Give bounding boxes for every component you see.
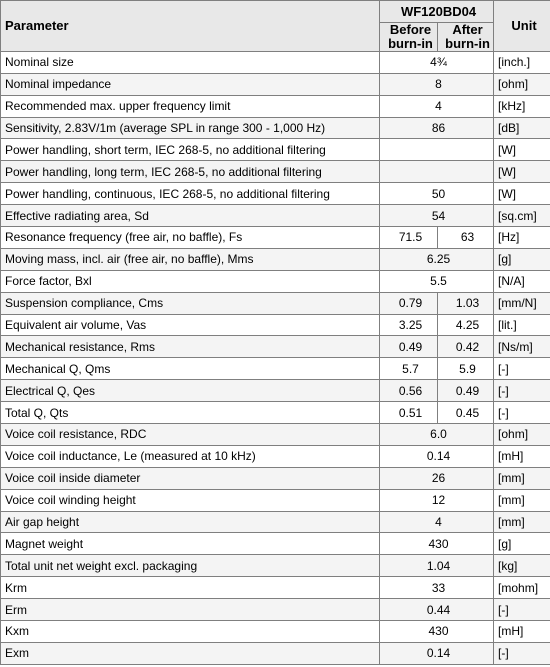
parameter-cell: Voice coil resistance, RDC bbox=[1, 424, 380, 446]
table-row bbox=[1, 314, 550, 336]
table-row bbox=[1, 270, 550, 292]
unit-cell: [mm/N] bbox=[494, 292, 550, 314]
value-cell: 430 bbox=[380, 621, 494, 643]
unit-cell: [mH] bbox=[494, 621, 550, 643]
unit-cell: [mm] bbox=[494, 467, 550, 489]
table-row bbox=[1, 467, 550, 489]
parameter-cell: Erm bbox=[1, 599, 380, 621]
value-cell: 0.14 bbox=[380, 445, 494, 467]
after-burn-in-value: 0.42 bbox=[438, 336, 494, 358]
parameter-cell: Total Q, Qts bbox=[1, 402, 380, 424]
value-cell: 86 bbox=[380, 117, 494, 139]
table-row bbox=[1, 292, 550, 314]
table-row bbox=[1, 51, 550, 73]
parameter-cell: Moving mass, incl. air (free air, no baffle), Mms bbox=[1, 248, 380, 270]
parameter-cell: Total unit net weight excl. packaging bbox=[1, 555, 380, 577]
parameter-cell: Krm bbox=[1, 577, 380, 599]
unit-cell: [mm] bbox=[494, 511, 550, 533]
before-line2: burn-in bbox=[388, 35, 433, 51]
table-row bbox=[1, 424, 550, 446]
table-row bbox=[1, 73, 550, 95]
table-row bbox=[1, 402, 550, 424]
unit-cell: [mm] bbox=[494, 489, 550, 511]
parameter-cell: Voice coil winding height bbox=[1, 489, 380, 511]
table-row bbox=[1, 358, 550, 380]
parameter-cell: Nominal impedance bbox=[1, 73, 380, 95]
unit-cell: [kg] bbox=[494, 555, 550, 577]
unit-header: Unit bbox=[494, 1, 550, 52]
parameter-header: Parameter bbox=[1, 1, 380, 52]
after-burn-in-value: 0.45 bbox=[438, 402, 494, 424]
unit-cell: [W] bbox=[494, 161, 550, 183]
parameter-cell: Power handling, long term, IEC 268-5, no additional filtering bbox=[1, 161, 380, 183]
unit-cell: [ohm] bbox=[494, 424, 550, 446]
spec-body bbox=[1, 51, 550, 664]
unit-cell: [W] bbox=[494, 139, 550, 161]
value-cell: 430 bbox=[380, 533, 494, 555]
table-row bbox=[1, 227, 550, 249]
unit-cell: [W] bbox=[494, 183, 550, 205]
unit-cell: [-] bbox=[494, 599, 550, 621]
value-cell: 4 bbox=[380, 95, 494, 117]
table-row bbox=[1, 336, 550, 358]
before-burn-in-value: 0.56 bbox=[380, 380, 438, 402]
parameter-cell: Power handling, continuous, IEC 268-5, no additional filtering bbox=[1, 183, 380, 205]
value-cell: 5.5 bbox=[380, 270, 494, 292]
value-cell bbox=[380, 161, 494, 183]
value-cell: 4 bbox=[380, 511, 494, 533]
parameter-cell: Recommended max. upper frequency limit bbox=[1, 95, 380, 117]
table-row bbox=[1, 621, 550, 643]
table-row bbox=[1, 139, 550, 161]
parameter-cell: Voice coil inductance, Le (measured at 10 kHz) bbox=[1, 445, 380, 467]
table-row bbox=[1, 248, 550, 270]
parameter-cell: Mechanical resistance, Rms bbox=[1, 336, 380, 358]
parameter-cell: Effective radiating area, Sd bbox=[1, 205, 380, 227]
parameter-cell: Suspension compliance, Cms bbox=[1, 292, 380, 314]
table-row bbox=[1, 599, 550, 621]
unit-cell: [dB] bbox=[494, 117, 550, 139]
parameter-cell: Power handling, short term, IEC 268-5, no additional filtering bbox=[1, 139, 380, 161]
table-row bbox=[1, 511, 550, 533]
value-cell: 50 bbox=[380, 183, 494, 205]
unit-cell: [g] bbox=[494, 248, 550, 270]
header-row-top bbox=[1, 1, 550, 23]
unit-cell: [-] bbox=[494, 402, 550, 424]
unit-cell: [-] bbox=[494, 642, 550, 664]
after-burn-in-value: 4.25 bbox=[438, 314, 494, 336]
unit-cell: [inch.] bbox=[494, 51, 550, 73]
parameter-cell: Electrical Q, Qes bbox=[1, 380, 380, 402]
after-burn-in-value: 5.9 bbox=[438, 358, 494, 380]
before-burn-in-value: 0.79 bbox=[380, 292, 438, 314]
unit-cell: [-] bbox=[494, 358, 550, 380]
unit-cell: [lit.] bbox=[494, 314, 550, 336]
unit-cell: [mohm] bbox=[494, 577, 550, 599]
before-burn-in-value: 3.25 bbox=[380, 314, 438, 336]
after-line2: burn-in bbox=[445, 35, 490, 51]
unit-cell: [kHz] bbox=[494, 95, 550, 117]
unit-cell: [Ns/m] bbox=[494, 336, 550, 358]
parameter-cell: Magnet weight bbox=[1, 533, 380, 555]
unit-cell: [mH] bbox=[494, 445, 550, 467]
before-burn-in-value: 71.5 bbox=[380, 227, 438, 249]
value-cell: 0.14 bbox=[380, 642, 494, 664]
before-burn-in-value: 0.49 bbox=[380, 336, 438, 358]
value-cell: 0.44 bbox=[380, 599, 494, 621]
after-burn-in-value: 63 bbox=[438, 227, 494, 249]
table-row bbox=[1, 380, 550, 402]
before-line1: Before bbox=[389, 22, 432, 37]
parameter-cell: Force factor, Bxl bbox=[1, 270, 380, 292]
value-cell: 4¾ bbox=[380, 51, 494, 73]
table-row bbox=[1, 117, 550, 139]
after-burn-in-value: 0.49 bbox=[438, 380, 494, 402]
parameter-cell: Sensitivity, 2.83V/1m (average SPL in range 300 - 1,000 Hz) bbox=[1, 117, 380, 139]
after-burn-in-value: 1.03 bbox=[438, 292, 494, 314]
model-header: WF120BD04 bbox=[380, 1, 494, 23]
value-cell bbox=[380, 139, 494, 161]
table-row bbox=[1, 183, 550, 205]
parameter-cell: Voice coil inside diameter bbox=[1, 467, 380, 489]
table-row bbox=[1, 489, 550, 511]
value-cell: 6.25 bbox=[380, 248, 494, 270]
value-cell: 26 bbox=[380, 467, 494, 489]
value-cell: 12 bbox=[380, 489, 494, 511]
table-row bbox=[1, 161, 550, 183]
table-row bbox=[1, 205, 550, 227]
table-row bbox=[1, 95, 550, 117]
after-line1: After bbox=[452, 22, 483, 37]
parameter-cell: Air gap height bbox=[1, 511, 380, 533]
unit-cell: [-] bbox=[494, 380, 550, 402]
value-cell: 33 bbox=[380, 577, 494, 599]
parameter-cell: Exm bbox=[1, 642, 380, 664]
table-row bbox=[1, 555, 550, 577]
unit-cell: [Hz] bbox=[494, 227, 550, 249]
table-row bbox=[1, 533, 550, 555]
unit-cell: [ohm] bbox=[494, 73, 550, 95]
parameter-cell: Mechanical Q, Qms bbox=[1, 358, 380, 380]
unit-cell: [N/A] bbox=[494, 270, 550, 292]
value-cell: 6.0 bbox=[380, 424, 494, 446]
table-row bbox=[1, 445, 550, 467]
before-burn-in-header bbox=[380, 22, 438, 51]
parameter-cell: Resonance frequency (free air, no baffle), Fs bbox=[1, 227, 380, 249]
before-burn-in-value: 0.51 bbox=[380, 402, 438, 424]
value-cell: 54 bbox=[380, 205, 494, 227]
value-cell: 8 bbox=[380, 73, 494, 95]
table-row bbox=[1, 642, 550, 664]
parameter-cell: Kxm bbox=[1, 621, 380, 643]
unit-cell: [g] bbox=[494, 533, 550, 555]
value-cell: 1.04 bbox=[380, 555, 494, 577]
table-row bbox=[1, 577, 550, 599]
unit-cell: [sq.cm] bbox=[494, 205, 550, 227]
parameter-cell: Nominal size bbox=[1, 51, 380, 73]
before-burn-in-value: 5.7 bbox=[380, 358, 438, 380]
after-burn-in-header bbox=[438, 22, 494, 51]
parameter-cell: Equivalent air volume, Vas bbox=[1, 314, 380, 336]
